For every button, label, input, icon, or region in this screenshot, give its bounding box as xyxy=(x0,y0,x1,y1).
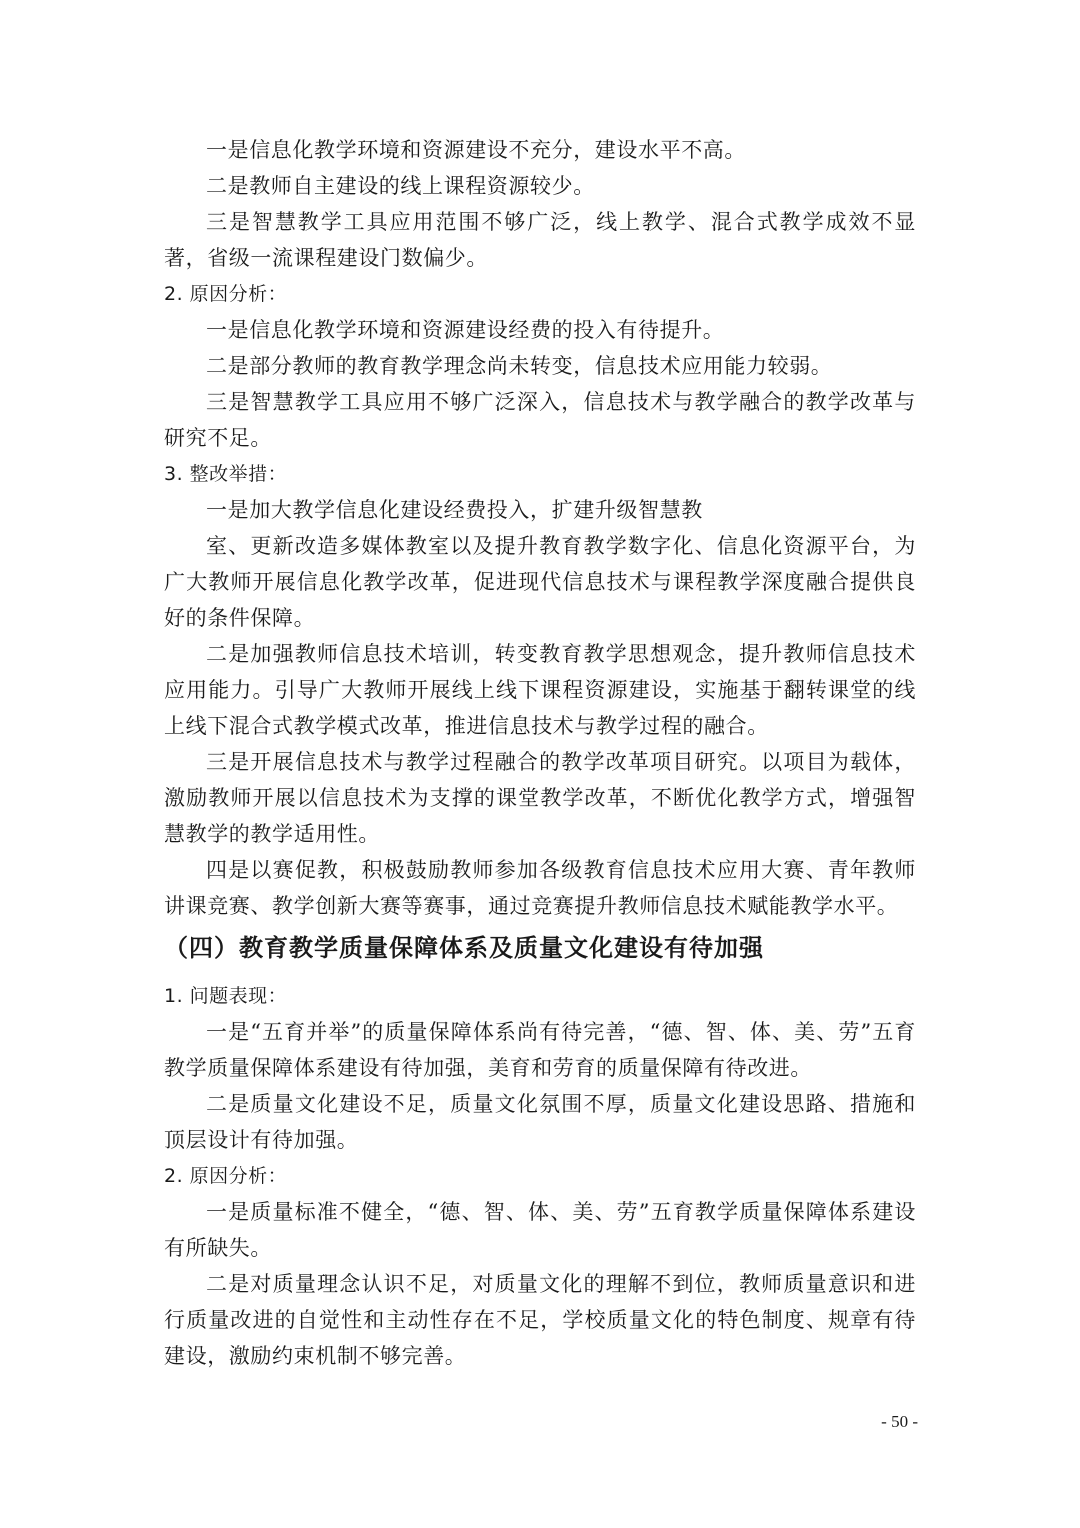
s4-problem-item-1: 一是“五育并举”的质量保障体系尚有待完善，“德、智、体、美、劳”五育教学质量保障体系建设有待加强，美育和劳育的质量保障有待改进。 xyxy=(164,1020,916,1080)
cause-item-2: 二是部分教师的教育教学理念尚未转变，信息技术应用能力较弱。 xyxy=(206,354,833,378)
measures-heading: 3. 整改举措： xyxy=(164,463,288,485)
measure-item-1-rest: 室、更新改造多媒体教室以及提升教育教学数字化、信息化资源平台，为广大教师开展信息化教学改革，促进现代信息技术与课程教学深度融合提供良好的条件保障。 xyxy=(164,534,916,630)
problem-item-3: 三是智慧教学工具应用范围不够广泛，线上教学、混合式教学成效不显著，省级一流课程建设门数偏少。 xyxy=(164,210,916,270)
s4-cause-heading: 2. 原因分析： xyxy=(164,1165,288,1187)
measure-item-3: 三是开展信息技术与教学过程融合的教学改革项目研究。以项目为载体，激励教师开展以信息技术为支撑的课堂教学改革，不断优化教学方式，增强智慧教学的教学适用性。 xyxy=(164,750,916,846)
measure-item-1-line1: 一是加大教学信息化建设经费投入，扩建升级智慧教 xyxy=(206,498,703,522)
measure-item-2: 二是加强教师信息技术培训，转变教育教学思想观念，提升教师信息技术应用能力。引导广大教师开展线上线下课程资源建设，实施基于翻转课堂的线上线下混合式教学模式改革，推进信息技术与教学过程的融合。 xyxy=(164,642,916,738)
cause-heading: 2. 原因分析： xyxy=(164,283,288,305)
measure-item-4: 四是以赛促教，积极鼓励教师参加各级教育信息技术应用大赛、青年教师讲课竞赛、教学创新大赛等赛事，通过竞赛提升教师信息技术赋能教学水平。 xyxy=(164,858,916,918)
section-four-title: （四）教育教学质量保障体系及质量文化建设有待加强 xyxy=(164,934,764,962)
cause-item-3: 三是智慧教学工具应用不够广泛深入，信息技术与教学融合的教学改革与研究不足。 xyxy=(164,390,916,450)
document-body xyxy=(164,132,916,1374)
problem-heading: 1. 问题表现： xyxy=(164,985,288,1007)
cause-item-1: 一是信息化教学环境和资源建设经费的投入有待提升。 xyxy=(206,318,725,342)
s4-problem-item-2: 二是质量文化建设不足，质量文化氛围不厚，质量文化建设思路、措施和顶层设计有待加强。 xyxy=(164,1092,916,1152)
s4-cause-item-1: 一是质量标准不健全，“德、智、体、美、劳”五育教学质量保障体系建设有所缺失。 xyxy=(164,1200,916,1260)
s4-cause-item-2: 二是对质量理念认识不足，对质量文化的理解不到位，教师质量意识和进行质量改进的自觉性和主动性存在不足，学校质量文化的特色制度、规章有待建设，激励约束机制不够完善。 xyxy=(164,1272,916,1368)
problem-item-2: 二是教师自主建设的线上课程资源较少。 xyxy=(206,174,595,198)
problem-item-1: 一是信息化教学环境和资源建设不充分，建设水平不高。 xyxy=(206,138,746,162)
page-number: - 50 - xyxy=(881,1412,918,1431)
